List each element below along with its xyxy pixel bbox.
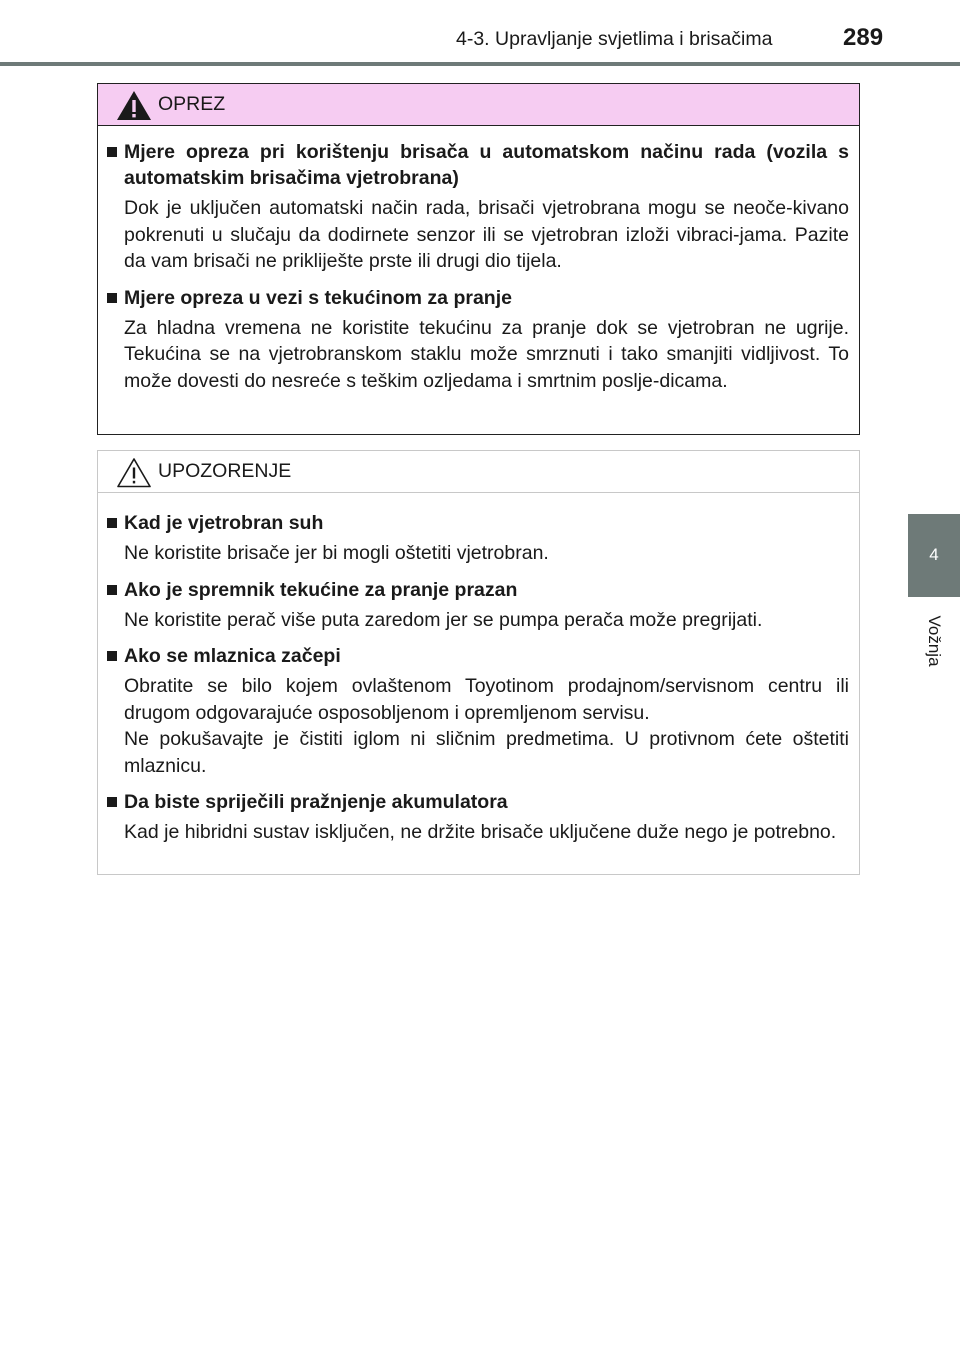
chapter-tab <box>908 514 960 597</box>
paragraph: Dok je uključen automatski način rada, brisači vjetrobrana mogu se neoče-kivano pokrenuti u slučaju da dodirnete senzor ili se vjetrobran izloži vibraci-jama. Pazite da vam brisači ne prikliješte prste ili drugi dio tijela. <box>124 197 849 272</box>
caution-item-heading-text: Mjere opreza u vezi s tekućinom za pranje <box>124 286 512 309</box>
square-bullet-icon <box>107 293 117 303</box>
notice-item-heading-text: Da biste spriječili pražnjenje akumulatora <box>124 791 508 813</box>
notice-item-text <box>107 607 849 634</box>
square-bullet-icon <box>107 147 117 157</box>
paragraph: Za hladna vremena ne koristite tekućinu za pranje dok se vjetrobran ne ugrije. Tekućina se na vjetrobranskom staklu može smrznuti i tako smanjiti vidljivost. To može dovesti do nesreće s teškim ozljedama i smrtnim poslje-dicama. <box>124 316 849 392</box>
notice-item-heading-text: Ako je spremnik tekućine za pranje prazan <box>124 578 518 601</box>
notice-box-body <box>98 493 859 846</box>
paragraph: Kad je hibridni sustav isključen, ne držite brisače uključene duže nego je potrebno. <box>124 821 837 843</box>
paragraph: Ne pokušavajte je čistiti iglom ni sličnim predmetima. U protivnom ćete oštetiti mlaznicu. <box>124 728 849 777</box>
caution-item-heading <box>107 139 849 191</box>
page-number: 289 <box>843 24 884 51</box>
notice-item-text <box>107 673 849 779</box>
caution-item <box>107 285 849 395</box>
chapter-title: Vožnja <box>925 615 944 667</box>
caution-box <box>97 83 860 435</box>
paragraph: Obratite se bilo kojem ovlaštenom Toyotinom prodajnom/servisnom centru ili drugom odgovarajuće osposobljenom i opremljenom servisu. <box>124 675 849 724</box>
paragraph: Ne koristite perač više puta zaredom jer se pumpa perača može pregrijati. <box>124 608 763 631</box>
caution-item-heading-text: Mjere opreza pri korištenju brisača u automatskom načinu rada (vozila s automatskim brisačima vjetrobrana) <box>124 141 849 189</box>
warning-triangle-icon <box>115 89 153 122</box>
caution-box-body <box>98 126 859 394</box>
caution-item-text <box>107 315 849 395</box>
square-bullet-icon <box>107 651 117 661</box>
warning-triangle-outline-icon <box>115 456 153 489</box>
caution-box-header <box>98 84 859 126</box>
notice-box <box>97 450 860 875</box>
notice-item <box>107 577 849 634</box>
paragraph: Ne koristite brisače jer bi mogli oštetiti vjetrobran. <box>124 542 549 564</box>
notice-item <box>107 643 849 779</box>
square-bullet-icon <box>107 518 117 528</box>
notice-box-title: UPOZORENJE <box>158 460 292 482</box>
square-bullet-icon <box>107 585 117 595</box>
caution-item <box>107 139 849 275</box>
caution-item-heading <box>107 285 849 311</box>
chapter-number: 4 <box>929 545 939 564</box>
header-divider <box>0 62 960 66</box>
notice-box-header <box>98 451 859 493</box>
caution-item-text <box>107 195 849 275</box>
caution-box-title: OPREZ <box>158 93 226 115</box>
notice-item-heading <box>107 577 849 603</box>
notice-item <box>107 789 849 846</box>
notice-item-heading-text: Ako se mlaznica začepi <box>124 645 341 667</box>
notice-item-heading <box>107 789 849 815</box>
notice-item <box>107 510 849 567</box>
notice-item-heading-text: Kad je vjetrobran suh <box>124 512 324 534</box>
square-bullet-icon <box>107 797 117 807</box>
section-title: 4-3. Upravljanje svjetlima i brisačima <box>456 28 773 50</box>
notice-item-text <box>107 540 849 567</box>
notice-item-text <box>107 819 849 846</box>
notice-item-heading <box>107 510 849 536</box>
notice-item-heading <box>107 643 849 669</box>
